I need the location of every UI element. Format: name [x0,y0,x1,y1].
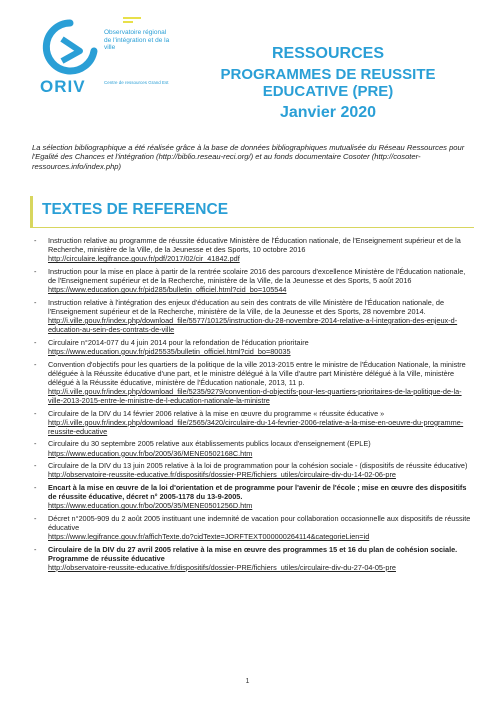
list-dash: - [34,408,37,418]
item-text: Encart à la mise en œuvre de la loi d'orientation et de programme pour l'avenir de l'école ; mise en œuvre des dispositifs de réussite éducative, décret n° 2005-1178 du 13-9-2005. [48,483,467,502]
list-dash: - [34,297,37,307]
document-subtitle-line1: PROGRAMMES DE REUSSITE [220,66,436,83]
item-link[interactable]: http://i.ville.gouv.fr/index.php/download_file/5235/9279/convention-d-objectifs-pour-les-quartiers-prioritaires-de-la-politique-de-la-ville-2013-2015-entre-le-ministre-de-l-education-nationale-la-ministre [48,386,462,405]
list-dash: - [34,483,37,492]
logo-tagline: Centre de ressources Grand Est [104,80,169,85]
item-link[interactable]: https://www.education.gouv.fr/pid285/bulletin_officiel.html?cid_bo=105544 [48,285,287,295]
section-title: TEXTES DE REFERENCE [42,201,229,218]
item-link[interactable]: http://observatoire-reussite-educative.fr/dispositifs/dossier-PRE/fichiers_utiles/circulaire-div-du-27-04-05-pre [48,562,396,572]
list-dash: - [34,337,37,347]
item-text: Instruction relative à l'intégration des enjeux d'éducation au sein des contrats de ville Ministère de l'Éducation nationale, de l'Enseignement supérieur et de la Recherche, ministère de la Ville, de la Jeunesse et des Sports, 28 novembre 2014. [48,297,445,316]
item-link[interactable]: https://www.education.gouv.fr/bo/2005/36/MENE0502168C.htm [48,448,253,458]
oriv-logo-icon [40,17,100,79]
reference-list [34,236,474,576]
list-item [34,461,474,479]
list-dash: - [34,544,37,554]
page-number: 1 [245,678,250,685]
item-link[interactable]: http://observatoire-reussite-educative.fr/dispositifs/dossier-PRE/fichiers_utiles/circulaire-div-du-14-02-06-pre [48,470,396,480]
list-dash: - [34,236,37,245]
item-link[interactable]: http://i.ville.gouv.fr/index.php/download_file/2565/3420/circulaire-du-14-fevrier-2006-relative-a-la-mise-en-oeuvre-du-programme-reussite-educative [48,417,464,436]
document-date: Janvier 2020 [279,104,377,121]
list-item [34,236,474,263]
list-item [34,409,474,436]
list-dash: - [34,439,37,449]
list-dash: - [34,461,37,471]
item-link[interactable]: https://www.legifrance.gouv.fr/affichTexte.do?cidTexte=JORFTEXT000000264114&categorieLien=id [48,532,370,542]
item-text: Circulaire de la DIV du 14 février 2006 relative à la mise en œuvre du programme « réussite éducative » [48,408,385,418]
list-item [34,298,474,334]
document-subtitle-line2: EDUCATIVE (PRE) [262,83,394,100]
list-item [34,514,474,541]
list-dash: - [34,266,37,276]
item-text: Circulaire de la DIV du 27 avril 2005 relative à la mise en œuvre des programmes 15 et 16 du plan de cohésion sociale. Programme de réussite éducative [48,544,458,563]
item-text: Instruction relative au programme de réussite éducative Ministère de l'Éducation nationale, de l'Enseignement supérieur et de la Recherche, ministère de la Ville, de la Jeunesse et des Sports, 10 octobre 2016 [48,236,461,255]
document-header [180,45,476,122]
decorative-bar [123,21,133,23]
item-text: Convention d'objectifs pour les quartiers de la politique de la ville 2013-2015 entre le ministre de l'Éducation Nationale, la ministre déléguée à la Réussite éducative d'une part, et le ministre délégué à la Ville d'autre part Ministère délégué à la Ville, ministère délégué à la Réussite éducative, ministère de l'Éducation nationale, 2013, 11 p. [48,359,466,387]
item-link[interactable]: https://www.education.gouv.fr/bo/2005/35/MENE0501256D.htm [48,501,253,511]
item-text: Instruction pour la mise en place à partir de la rentrée scolaire 2016 des parcours d'excellence Ministère de l'Éducation nationale, de l'Enseignement supérieur et de la Recherche, ministère de la Ville, de la Jeunesse et des Sports, 5 août 2016 [48,266,466,285]
item-text: Décret n°2005-909 du 2 août 2005 instituant une indemnité de vacation pour collaboration occasionnelle aux dispositifs de réussite éducative [48,513,471,532]
item-text: Circulaire du 30 septembre 2005 relative aux établissements publics locaux d'enseignement (EPLE) [48,439,371,449]
decorative-bar [123,17,141,19]
item-link[interactable]: http://i.ville.gouv.fr/index.php/download_file/5577/10125/instruction-du-28-novembre-2014-relative-a-l-integration-des-enjeux-d-education-au-sein-des-contrats-de-ville [48,315,458,335]
item-link[interactable]: http://circulaire.legifrance.gouv.fr/pdf/2017/02/cir_41842.pdf [48,254,240,264]
list-item [34,483,474,510]
list-item [34,267,474,294]
list-dash: - [34,359,37,369]
list-item [34,360,474,405]
section-header [30,196,474,228]
intro-paragraph: La sélection bibliographique a été réalisée grâce à la base de données bibliographiques mutualisée du Réseau Ressources pour l'Egalité des Chances et l'intégration (http://biblio.reseau-reci.org/) et au fonds documentaire Cosoter (http://cosoter-ressources.info/index.php) [32,143,465,171]
item-link[interactable]: https://www.education.gouv.fr/pid25535/bulletin_officiel.html?cid_bo=80035 [48,346,291,356]
list-dash: - [34,513,37,523]
list-item [34,439,474,457]
list-item [34,545,474,572]
list-item [34,338,474,356]
document-title: RESSOURCES [271,45,385,62]
oriv-logo [40,17,170,105]
item-text: Circulaire de la DIV du 13 juin 2005 relative à la loi de programmation pour la cohésion sociale - (dispositifs de réussite éducative) [48,461,468,471]
logo-subtitle: Observatoire régional de l'intégration et de la ville [104,29,170,52]
item-text: Circulaire n°2014-077 du 4 juin 2014 pour la refondation de l'éducation prioritaire [48,337,309,347]
logo-acronym: ORIV [40,77,86,96]
